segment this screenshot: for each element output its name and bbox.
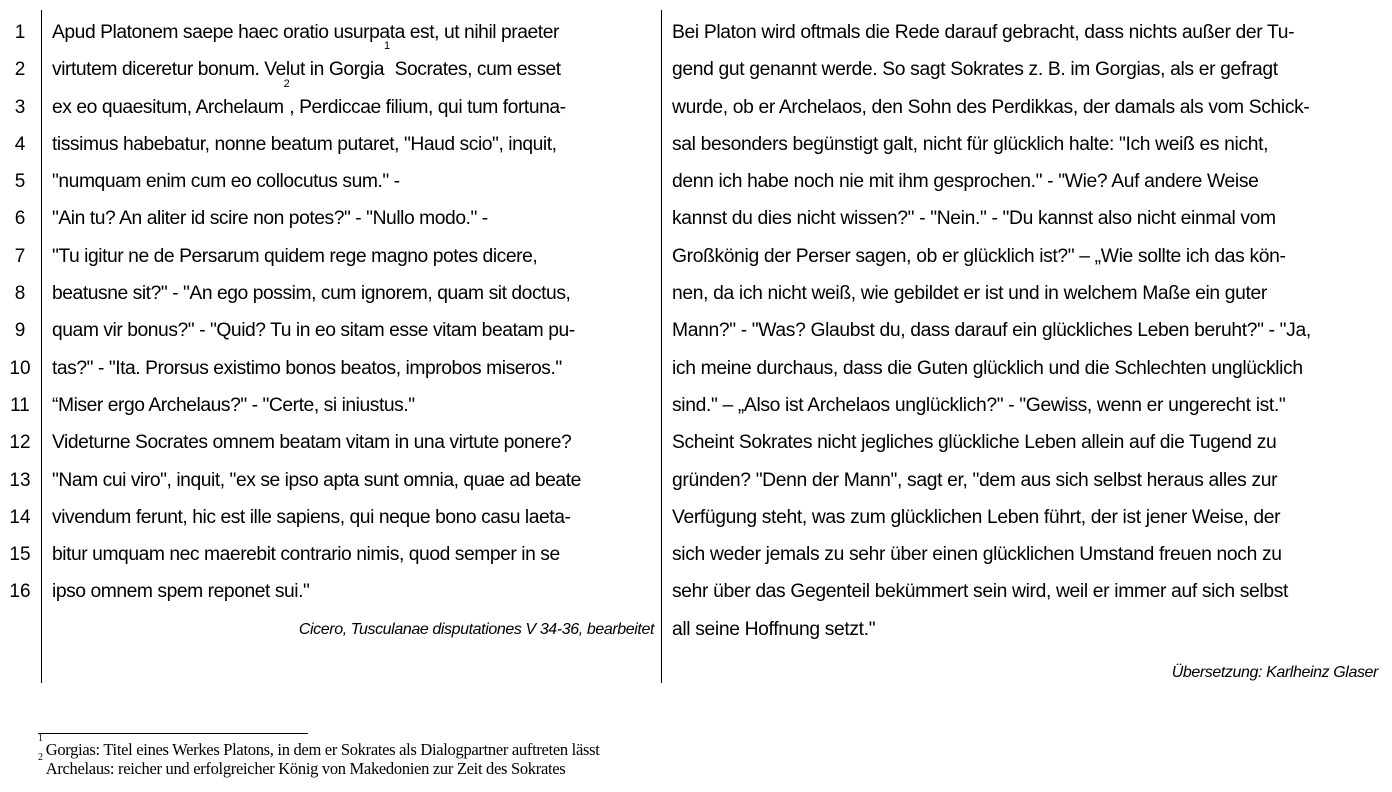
line-number: 2 [14,59,26,81]
footnote-mark: 1 [38,733,43,744]
line-number: 4 [14,133,26,155]
latin-line: quam vir bonus?" - "Quid? Tu in eo sitam esse vitam beatam pu- [52,320,575,342]
latin-line: “Miser ergo Archelaus?" - "Certe, si iniustus." [52,394,415,416]
line-number-column [0,14,40,611]
latin-line: "Tu igitur ne de Persarum quidem rege magno potes dicere, [52,245,538,267]
line-number: 10 [9,357,31,379]
german-line: sehr über das Gegenteil bekümmert sein wird, weil er immer auf sich selbst [672,581,1288,603]
german-line: sich weder jemals zu sehr über einen glücklichen Umstand freuen noch zu [672,544,1282,566]
translation-credit: Übersetzung: Karlheinz Glaser [1171,664,1378,682]
footnote-1 [38,733,600,760]
german-line: Scheint Sokrates nicht jegliches glückliche Leben allein auf die Tugend zu [672,432,1277,454]
latin-source-citation: Cicero, Tusculanae disputationes V 34-36, bearbeitet [298,620,654,638]
german-line: wurde, ob er Archelaos, den Sohn des Perdikkas, der damals als vom Schick- [672,96,1310,118]
latin-line: vivendum ferunt, hic est ille sapiens, qui neque bono casu laeta- [52,506,571,528]
latin-line-text: , Perdiccae filium, qui tum fortuna- [289,96,566,118]
line-number: 1 [14,22,26,43]
latin-line: beatusne sit?" - "An ego possim, cum ignorem, quam sit doctus, [52,283,571,305]
german-line: all seine Hoffnung setzt." [672,618,876,640]
latin-line: tas?" - "Ita. Prorsus existimo bonos beatos, improbos miseros." [52,357,562,379]
german-line: gründen? "Denn der Mann", sagt er, "dem aus sich selbst heraus alles zur [672,469,1278,491]
footnote-reference-1: 1 [384,40,390,53]
footnotes [38,733,600,778]
latin-text-column [52,14,654,648]
line-number: 9 [14,320,26,342]
german-line: ich meine durchaus, dass die Guten glücklich und die Schlechten unglücklich [672,357,1303,379]
german-line: nen, da ich nicht weiß, wie gebildet er ist und in welchem Maße ein guter [672,283,1267,305]
line-number: 7 [14,245,26,267]
latin-line-text: virtutem diceretur bonum. Velut in Gorgia [52,59,384,81]
german-line: Verfügung steht, was zum glücklichen Leben führt, der ist jener Weise, der [672,506,1281,528]
german-line: Großkönig der Perser sagen, ob er glücklich ist?" – „Wie sollte ich das kön- [672,245,1286,267]
german-line: gend gut genannt werde. So sagt Sokrates z. B. im Gorgias, als er gefragt [672,59,1278,81]
line-number: 12 [9,432,31,454]
german-line: sal besonders begünstigt galt, nicht für glücklich halte: "Ich weiß es nicht, [672,133,1269,155]
latin-line-text: Socrates, cum esset [389,59,561,81]
footnote-2 [38,751,600,779]
german-line: kannst du dies nicht wissen?" - "Nein." - "Du kannst also nicht einmal vom [672,208,1276,230]
line-number: 14 [9,506,31,528]
german-line: Bei Platon wird oftmals die Rede darauf gebracht, dass nichts außer der Tu- [672,22,1295,43]
line-number: 3 [14,96,26,118]
line-number: 15 [9,544,31,566]
line-number: 6 [14,208,26,230]
line-number: 5 [14,171,26,193]
line-number: 13 [9,469,31,491]
line-number: 8 [14,283,26,305]
footnote-reference-2: 2 [283,77,290,90]
footnote-text: Archelaus: reicher und erfolgreicher König von Makedonien zur Zeit des Sokrates [45,758,566,778]
latin-line: Videturne Socrates omnem beatam vitam in una virtute ponere? [52,432,572,454]
footnote-separator [38,733,308,734]
column-divider-middle [661,10,662,683]
german-line: Mann?" - "Was? Glaubst du, dass darauf ein glückliches Leben beruht?" - "Ja, [672,320,1311,342]
column-divider-left [41,10,42,683]
latin-line [52,77,654,126]
latin-line-text: ex eo quaesitum, Archelaum [52,96,284,118]
latin-line: "Nam cui viro", inquit, "ex se ipso apta sunt omnia, quae ad beate [52,469,581,491]
latin-line: "Ain tu? An aliter id scire non potes?" - "Nullo modo." - [52,208,488,230]
latin-line: bitur umquam nec maerebit contrario nimis, quod semper in se [52,544,560,566]
latin-line: tissimus habebatur, nonne beatum putaret, "Haud scio", inquit, [52,133,557,155]
footnote-text: Gorgias: Titel eines Werkes Platons, in dem er Sokrates als Dialogpartner auftreten lässt [45,740,600,759]
latin-line: ipso omnem spem reponet sui." [52,581,310,603]
latin-line: "numquam enim cum eo collocutus sum." - [52,171,400,193]
line-number: 16 [9,581,31,603]
german-line: sind." – „Also ist Archelaos unglücklich?" - "Gewiss, wenn er ungerecht ist." [672,394,1286,416]
german-line: denn ich habe noch nie mit ihm gesprochen." - "Wie? Auf andere Weise [672,171,1259,193]
footnote-mark: 2 [38,751,43,763]
latin-line: Apud Platonem saepe haec oratio usurpata est, ut nihil praeter [52,22,559,43]
latin-line [52,40,654,88]
german-translation-column [672,14,1384,688]
line-number: 11 [10,394,30,416]
